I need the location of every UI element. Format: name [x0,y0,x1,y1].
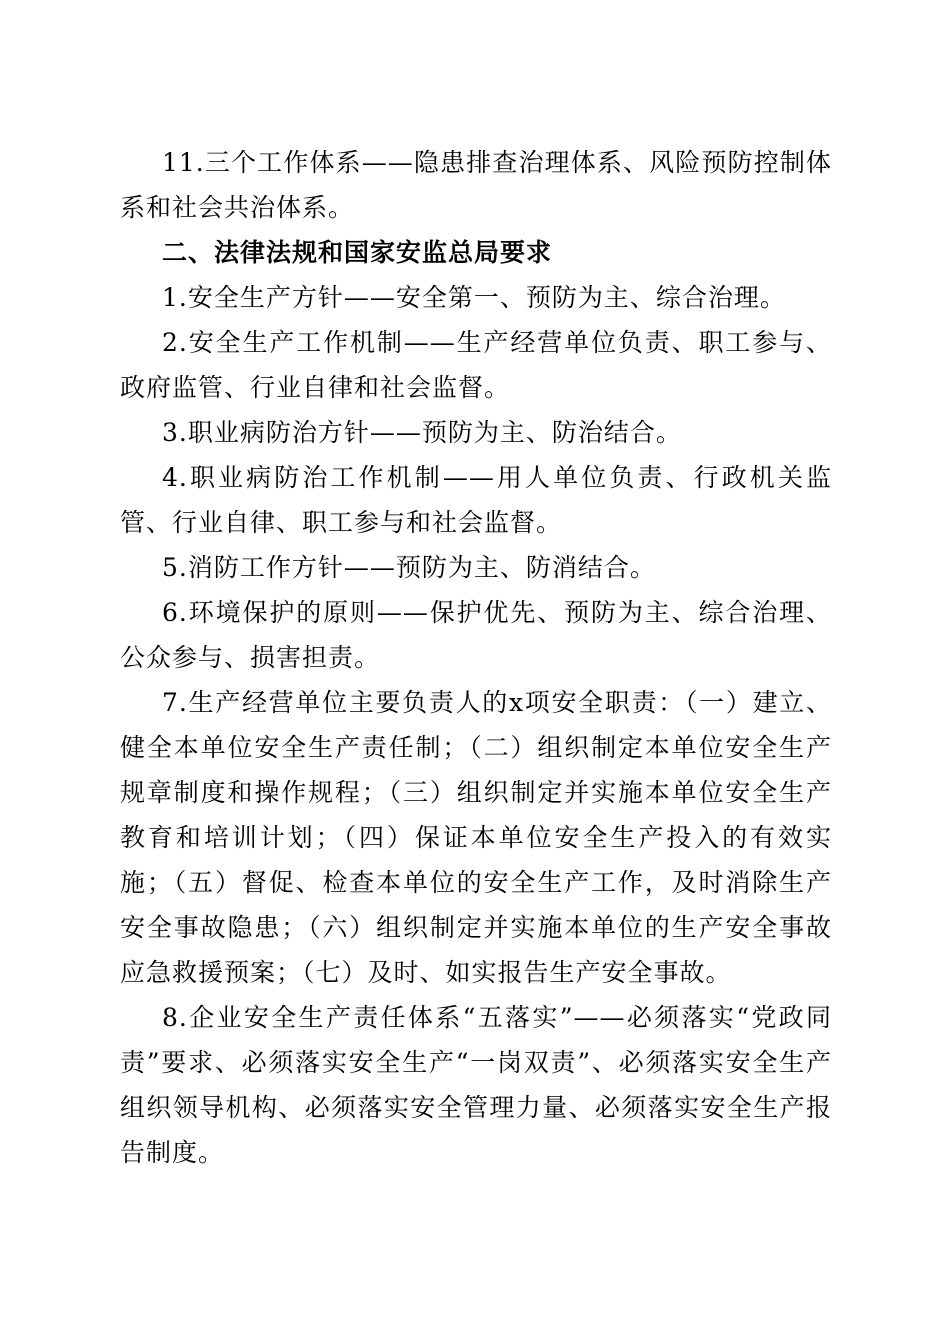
paragraph-item-2: 2.安全生产工作机制——生产经营单位负责、职工参与、政府监管、行业自律和社会监督。 [120,328,832,402]
section-heading: 二、法律法规和国家安监总局要求 [162,238,553,267]
paragraph-item-3: 3.职业病防治方针——预防为主、防治结合。 [162,418,682,447]
paragraph-item-1: 1.安全生产方针——安全第一、预防为主、综合治理。 [162,283,786,312]
paragraph-item-11: 11.三个工作体系——隐患排查治理体系、风险预防控制体系和社会共治体系。 [120,148,832,222]
document-body [120,140,832,1175]
paragraph-item-5: 5.消防工作方针——预防为主、防消结合。 [162,553,656,582]
paragraph-item-6: 6.环境保护的原则——保护优先、预防为主、综合治理、公众参与、损害担责。 [120,598,832,672]
paragraph-item-7: 7.生产经营单位主要负责人的x项安全职责：（一）建立、健全本单位安全生产责任制；（二）组织制定本单位安全生产规章制度和操作规程；（三）组织制定并实施本单位安全生产教育和培训计划；（四）保证本单位安全生产投入的有效实施；（五）督促、检查本单位的安全生产工作，及时消除生产安全事故隐患；（六）组织制定并实施本单位的生产安全事故应急救援预案；（七）及时、如实报告生产安全事故。 [120,688,832,987]
paragraph-item-8: 8.企业安全生产责任体系“五落实”——必须落实“党政同责”要求、必须落实安全生产“一岗双责”、必须落实安全生产组织领导机构、必须落实安全管理力量、必须落实安全生产报告制度。 [120,1003,832,1167]
paragraph-item-4: 4.职业病防治工作机制——用人单位负责、行政机关监管、行业自律、职工参与和社会监督。 [120,463,832,537]
